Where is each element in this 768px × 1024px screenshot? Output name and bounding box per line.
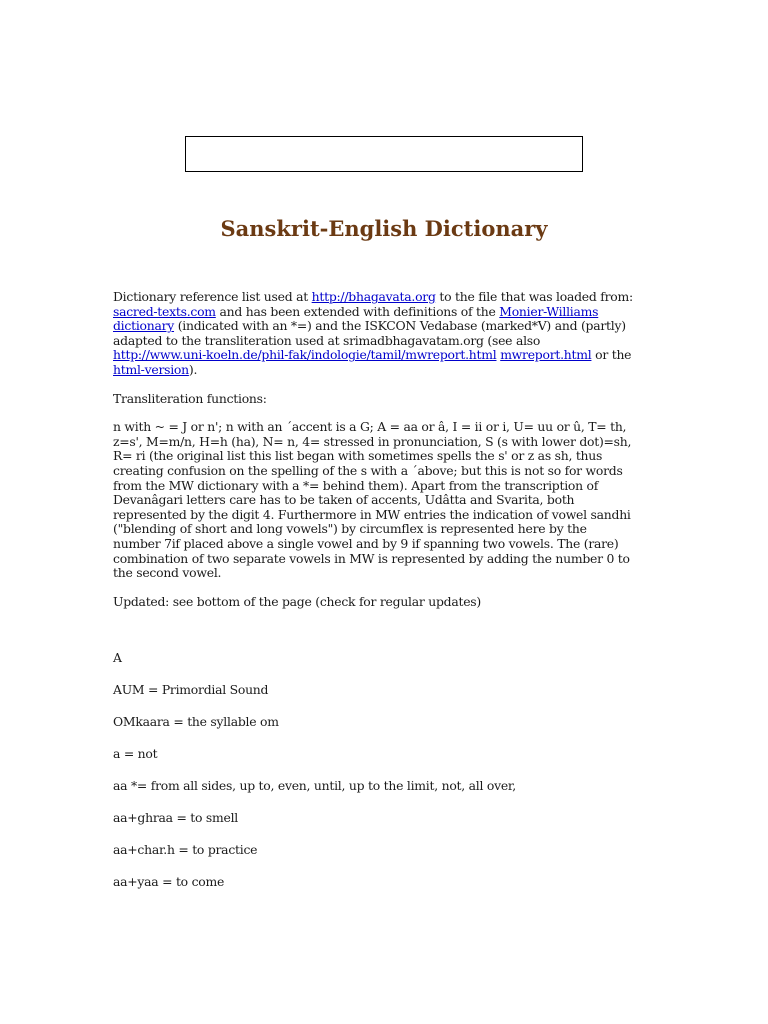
list-item: aa *= from all sides, up to, even, until, up to the limit, not, all over, (113, 778, 516, 793)
intro-text-6: or the (591, 347, 632, 363)
intro-section (113, 290, 633, 623)
transliteration-body: n with ~ = J or n'; n with an ´accent is a G; A = aa or â, I = ii or i, U= uu or û, T= th, z=s', M=m/n, H=h (ha), N= n, 4= stressed in pronunciation, S (s with lower dot)=sh, R= ri (the original list this list began with sometimes spells the s' or z as sh, thus creating confusion on the spelling of the s with a ´above; but this is not so for words from the MW dictionary with a *= behind them). Apart from the transcription of Devanâgari letters care has to be taken of accents, Udâtta and Svarita, both represented by the digit 4. Furthermore in MW entries the indication of vowel sandhi ("blending of short and long vowels") by circumflex is represented here by the number 7if placed above a single vowel and by 9 if spanning two vowels. The (rare) combination of two separate vowels in MW is represented by adding the number 0 to the second vowel. (113, 419, 632, 581)
list-item: AUM = Primordial Sound (113, 682, 269, 697)
list-item: A (113, 650, 122, 665)
list-item: aa+char.h = to practice (113, 842, 258, 857)
list-item: a = not (113, 746, 158, 761)
intro-text-2: to the file that was loaded from: (435, 289, 633, 304)
mwreport-link[interactable]: mwreport.html (500, 347, 592, 363)
updated-note: Updated: see bottom of the page (check for regular updates) (113, 593, 481, 609)
list-item: aa+yaa = to come (113, 874, 225, 889)
transliteration-heading: Transliteration functions: (113, 390, 267, 406)
intro-text-1: Dictionary reference list used at (113, 289, 312, 304)
list-item: aa+ghraa = to smell (113, 810, 239, 825)
top-banner-box (185, 136, 583, 172)
intro-paragraph (113, 290, 633, 378)
uni-koeln-link[interactable]: http://www.uni-koeln.de/phil-fak/indologie/tamil/mwreport.html (113, 347, 497, 363)
intro-text-4: (indicated with an *=) and the ISKCON Vedabase (marked*V) and (partly) adapted to the transliteration used at srimadbhagavatam.org (see also (113, 318, 626, 348)
intro-text-3: and has been extended with definitions of the (215, 303, 500, 319)
monier-williams-link[interactable]: Monier-Williams dictionary (113, 303, 599, 334)
sacred-texts-link[interactable]: sacred-texts.com (113, 303, 216, 319)
html-version-link[interactable]: html-version (113, 361, 189, 377)
dictionary-entries (113, 650, 633, 906)
intro-text-7: ). (188, 361, 198, 377)
list-item: OMkaara = the syllable om (113, 714, 279, 729)
page-title: Sanskrit-English Dictionary (220, 216, 548, 241)
bhagavata-link[interactable]: http://bhagavata.org (311, 289, 436, 304)
